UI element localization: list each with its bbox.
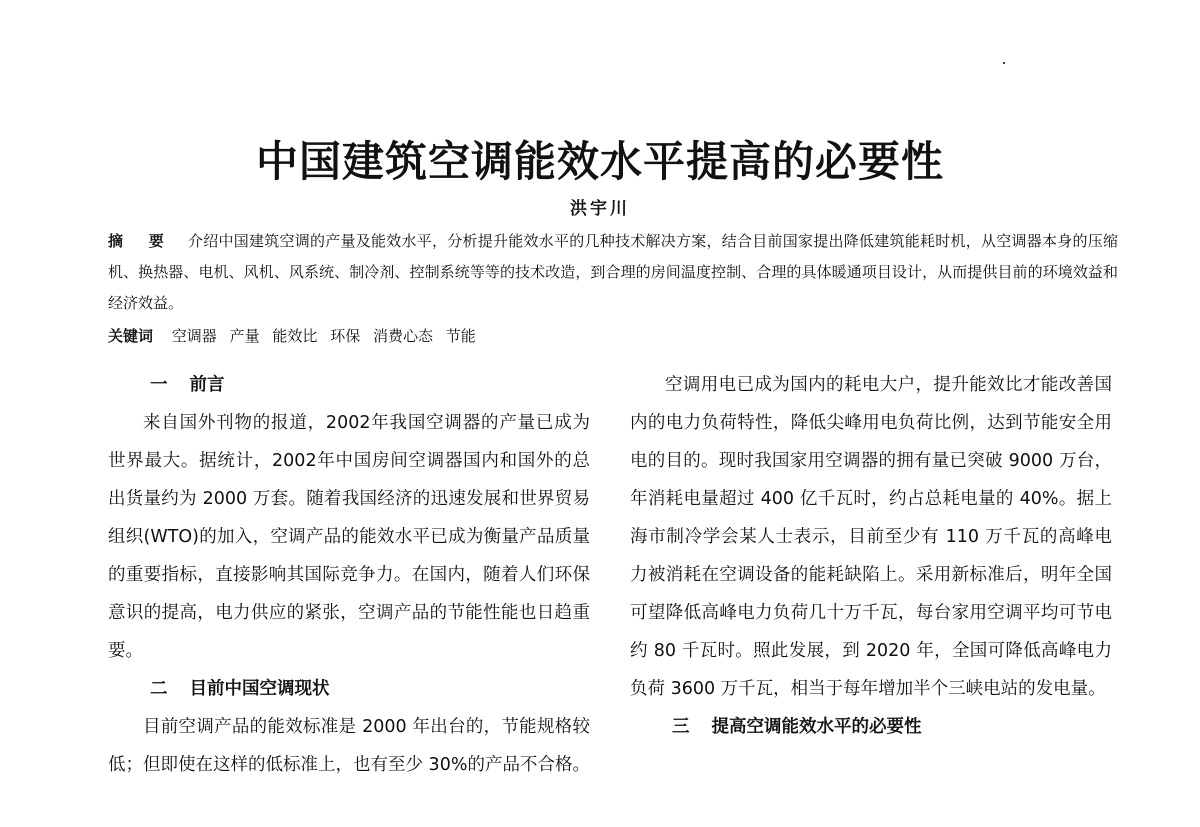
abstract: [108, 226, 1118, 319]
keyword: 产量: [229, 327, 260, 345]
scan-speck: [1003, 62, 1005, 64]
section-title: 目前中国空调现状: [189, 679, 330, 699]
section-title: 提高空调能效水平的必要性: [711, 717, 922, 737]
abstract-label: 摘 要: [108, 232, 174, 250]
section-title: 前言: [189, 375, 225, 395]
section-number: 一: [150, 375, 168, 395]
section-heading-intro: [108, 366, 590, 404]
keyword: 空调器: [171, 327, 217, 345]
keyword: 能效比: [272, 327, 318, 345]
left-column: [108, 366, 590, 784]
author-name: 洪宇川: [570, 199, 630, 219]
keyword: 消费心态: [372, 327, 433, 345]
section-heading-necessity: [630, 708, 1112, 746]
keywords-label: 关键词: [108, 327, 154, 345]
abstract-text: 介绍中国建筑空调的产量及能效水平，分析提升能效水平的几种技术解决方案，结合目前国家提出降低建筑能耗时机，从空调器本身的压缩机、换热器、电机、风机、风系统、制冷剂、控制系统等等的技术改造，到合理的房间温度控制、合理的具体暖通项目设计，从而提供目前的环境效益和经济效益。: [108, 232, 1118, 312]
paper-title: 中国建筑空调能效水平提高的必要性: [255, 137, 944, 186]
intro-paragraph: 来自国外刊物的报道，2002年我国空调器的产量已成为世界最大。据统计，2002年中国房间空调器国内和国外的总出货量约为 2000 万套。随着我国经济的迅速发展和世界贸易组织(WTO)的加入，空调产品的能效水平已成为衡量产品质量的重要指标，直接影响其国际竞争力。在国内，随着人们环保意识的提高，电力供应的紧张，空调产品的节能性能也日趋重要。: [108, 413, 590, 661]
section-heading-status: [108, 670, 590, 708]
section-number: 三: [672, 717, 690, 737]
electricity-paragraph: 空调用电已成为国内的耗电大户，提升能效比才能改善国内的电力负荷特性，降低尖峰用电负荷比例，达到节能安全用电的目的。现时我国家用空调器的拥有量已突破 9000 万台，年消耗电量超过 400 亿千瓦时，约占总耗电量的 40%。据上海市制冷学会某人士表示，目前至少有 110 万千瓦的高峰电力被消耗在空调设备的能耗缺陷上。采用新标准后，明年全国可望降低高峰电力负荷几十万千瓦，每台家用空调平均可节电约 80 千瓦时。照此发展，到 2020 年，全国可降低高峰电力负荷 3600 万千瓦，相当于每年增加半个三峡电站的发电量。: [630, 375, 1112, 699]
keywords: [108, 322, 1118, 350]
status-paragraph: 目前空调产品的能效标准是 2000 年出台的，节能规格较低；但即使在这样的低标准上，也有至少 30%的产品不合格。: [108, 717, 590, 775]
section-number: 二: [150, 679, 168, 699]
keyword: 节能: [445, 327, 476, 345]
right-column: [630, 366, 1112, 746]
keyword: 环保: [330, 327, 361, 345]
